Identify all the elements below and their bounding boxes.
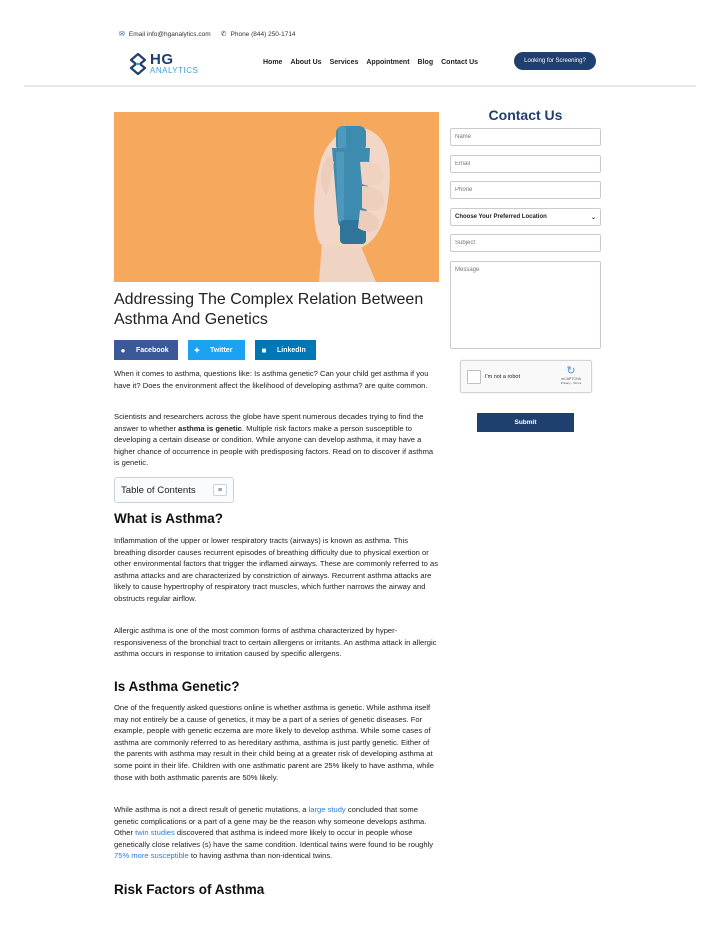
article-title: Addressing The Complex Relation Between Asthma And Genetics: [114, 291, 424, 328]
captcha-label: I'm not a robot: [485, 374, 520, 380]
list-icon[interactable]: ≡: [213, 484, 227, 496]
nav-item-about[interactable]: About Us: [290, 59, 322, 66]
phone-label: Phone (844) 250-1714: [230, 30, 296, 38]
site-logo[interactable]: [130, 52, 198, 75]
top-contact-bar: [119, 30, 296, 38]
intro-paragraph-2: [114, 411, 440, 469]
hero-image: [114, 112, 439, 282]
gen-p2-text-d: to having asthma than non-identical twins.: [188, 851, 333, 861]
nav-item-blog[interactable]: Blog: [417, 59, 434, 66]
name-field[interactable]: [450, 128, 601, 146]
heading-what-is-asthma: What is Asthma?: [114, 511, 224, 526]
intro-p2-bold: asthma is genetic: [178, 423, 242, 433]
logo-mark-icon: [130, 53, 146, 75]
location-select-value: Choose Your Preferred Location: [455, 214, 547, 220]
more-susceptible-link[interactable]: 75% more susceptible: [114, 851, 189, 861]
email-contact[interactable]: [119, 30, 211, 38]
heading-risk-factors: Risk Factors of Asthma: [114, 882, 265, 897]
gen-p2-text-a: While asthma is not a direct result of genetic mutations, a: [114, 805, 309, 814]
envelope-icon: ✉: [119, 31, 125, 38]
twitter-label: Twitter: [210, 346, 233, 354]
phone-contact[interactable]: [221, 30, 296, 38]
linkedin-icon: ■: [261, 345, 267, 355]
gen-p2-text-c: discovered that asthma is indeed more likely to occur in people whose genetically close relatives (s) have the same condition. Identical twins were found to be roughly: [114, 828, 434, 849]
recaptcha-widget: [460, 360, 592, 393]
recaptcha-badge: [557, 365, 585, 385]
logo-main-text: HG: [150, 51, 174, 68]
email-field[interactable]: [450, 155, 601, 173]
toc-label: Table of Contents: [121, 484, 196, 496]
share-buttons: [114, 340, 316, 360]
twitter-icon: ✦: [193, 345, 201, 355]
recaptcha-brand: reCAPTCHA: [561, 377, 581, 381]
facebook-label: Facebook: [136, 346, 169, 354]
captcha-checkbox[interactable]: [467, 370, 481, 384]
twitter-share-button[interactable]: [188, 340, 245, 360]
genetic-paragraph-2: [114, 804, 440, 862]
email-label: Email info@hganalytics.com: [128, 30, 211, 38]
subject-field[interactable]: [450, 234, 601, 252]
recaptcha-links[interactable]: Privacy - Terms: [560, 381, 582, 385]
submit-button[interactable]: Submit: [477, 413, 574, 432]
intro-paragraph-1: When it comes to asthma, questions like: Is asthma genetic? Can your child get asthma if you have it? Does the environment affect the likelihood of developing asthma? are quite common.: [114, 369, 429, 390]
nav-item-appointment[interactable]: Appointment: [366, 59, 410, 66]
nav-item-home[interactable]: Home: [263, 59, 283, 66]
location-select[interactable]: [450, 208, 601, 226]
chevron-down-icon: ⌄: [590, 214, 596, 221]
genetic-paragraph-1: One of the frequently asked questions online is whether asthma is genetic. While asthma itself may not entirely be a cause of genetics, it may be a part of a series of genetic diseases. For example, people with genetic eczema are more likely to develop asthma. While some cases of asthma are commonly referred to as hereditary asthma, asthma is just partly genetic. Either of the parents with asthma may result in their child being at a greater risk of developing asthma at some point in their life. Children with one asthmatic parent are 25% likely to have asthma, while those with both asthmatic parents are 50% likely.: [114, 703, 434, 782]
table-of-contents-toggle[interactable]: [114, 477, 234, 503]
intro-p2-text-b: . Multiple risk factors make a person susceptible to developing a certain disease or condition. While anyone can develop asthma, it may have a higher chance of occurrence in people with predisposing factors. Read on to discover if asthma is genetic.: [114, 423, 434, 468]
large-study-link[interactable]: large study: [308, 805, 346, 814]
what-paragraph-1: Inflammation of the upper or lower respiratory tracts (airways) is known as asthma. This breathing disorder causes recurrent episodes of breathing difficulty due to physical exertion or other environmental factors that trigger the inflamed airways. These are commonly referred to as asthma attacks and are characterized by constriction of airways. Recurrent asthma attacks are likely to cause hypertrophy of respiratory tract muscles, which further narrows the airway and obstructs regular airflow.: [114, 536, 439, 603]
nav-item-contact[interactable]: Contact Us: [441, 59, 479, 66]
screening-cta-button[interactable]: Looking for Screening?: [514, 52, 596, 70]
phone-field[interactable]: [450, 181, 601, 199]
facebook-share-button[interactable]: [114, 340, 178, 360]
what-paragraph-2: Allergic asthma is one of the most common forms of asthma characterized by hyper-responsiveness of the bronchial tract to certain allergens or irritants. An asthma attack in allergic asthma occurs in response to irritation caused by specific allergens.: [114, 626, 437, 659]
contact-form-title: Contact Us: [488, 107, 563, 123]
linkedin-label: LinkedIn: [277, 346, 306, 354]
linkedin-share-button[interactable]: [255, 340, 316, 360]
message-field[interactable]: [450, 261, 601, 349]
logo-sub-text: ANALYTICS: [150, 66, 199, 75]
twin-studies-link[interactable]: twin studies: [135, 828, 175, 838]
phone-icon: ✆: [220, 31, 227, 38]
header-divider: [24, 85, 696, 87]
nav-item-services[interactable]: Services: [329, 59, 359, 66]
facebook-icon: ●: [120, 345, 126, 355]
heading-is-asthma-genetic: Is Asthma Genetic?: [114, 679, 240, 694]
intro-p2-text-a: Scientists and researchers across the globe have spent numerous decades trying to find the answer to whether: [114, 412, 424, 433]
main-nav: [263, 59, 478, 66]
gen-p2-text-b: concluded that some genetic complications or a part of a gene may be the reason why someone develops asthma. Other: [114, 805, 427, 838]
inhaler-hand-illustration: [114, 112, 439, 282]
recaptcha-icon: ↻: [566, 365, 576, 377]
